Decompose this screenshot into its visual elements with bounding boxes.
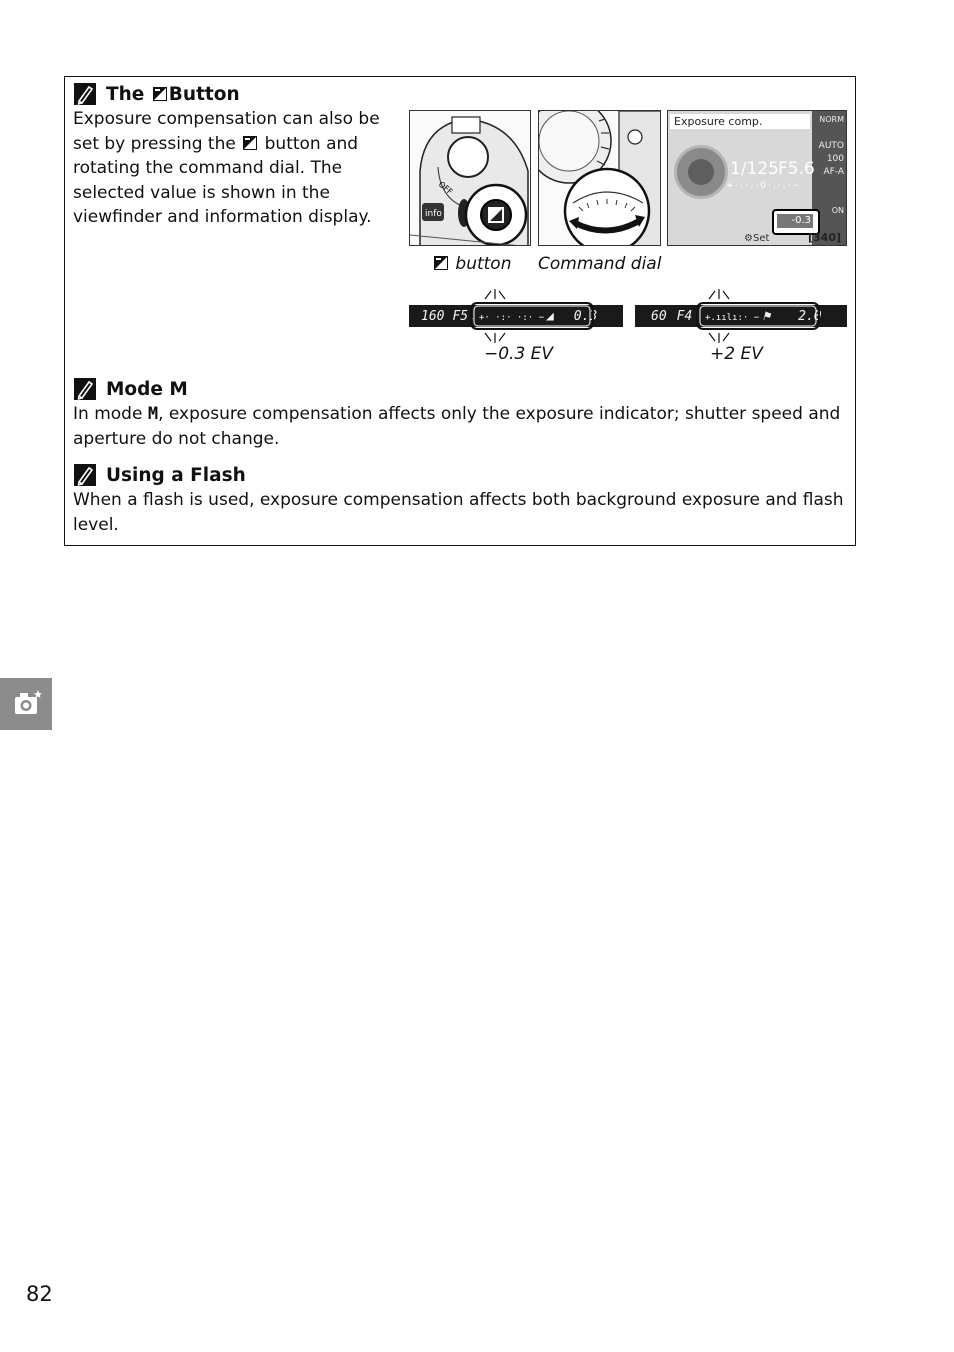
body-line: level. [73,514,119,535]
body-line: aperture do not change. [73,428,280,449]
caption-minus-ev: −0.3 EV [484,344,554,364]
svg-text:info: info [425,209,442,219]
body-line: When a flash is used, exposure compensation affects both background exposure and flash [73,490,844,510]
pencil-icon [74,378,96,400]
note-heading-mode-m [74,378,188,400]
note-box [64,76,856,546]
info-set-label: ⚙Set [744,233,770,244]
mode-dial-graphic [674,145,728,199]
svg-text:OFF: OFF [436,179,455,197]
info-aperture: F5.6 [778,159,815,179]
pencil-icon [74,464,96,486]
info-display-side-panel: NORM AUTO 100 AF-A ON [812,111,846,246]
svg-text:+· ·:· ·:· −: +· ·:· ·:· − [479,313,545,323]
body-line: selected value is shown in the [73,182,330,203]
info-display-header: Exposure comp. [670,114,810,129]
heading-text: The [106,83,145,105]
note-ev-button-body [73,107,403,230]
viewfinder-display-plus: 60 F4 ⚑ 2.0 [635,305,847,327]
command-dial-illustration [538,110,661,246]
chapter-tab[interactable] [0,678,52,730]
exposure-compensation-icon [243,136,257,150]
viewfinder-indicator-highlight-minus [469,289,595,343]
exposure-compensation-icon [153,87,167,101]
note-heading-ev-button [74,83,240,105]
heading-text: Button [168,83,240,105]
note-heading-using-flash [74,464,246,486]
caption-plus-ev: +2 EV [710,344,763,364]
viewfinder-indicator-highlight-plus [695,289,821,343]
svg-text:+.ıılı:· −: +.ıılı:· − [705,313,760,323]
caption-ev-button: button [432,254,511,274]
note-mode-m-body [73,402,849,451]
info-exposure-scale: +·:·:·0·:·:·− [726,181,803,191]
note-using-flash-body [73,488,849,537]
body-line: In mode M, exposure compensation affects only the exposure indicator; shutter speed and [73,404,841,424]
heading-text: Mode M [106,378,188,400]
info-shutter-speed: 1/125 [730,159,779,179]
body-line: viewfinder and information display. [73,207,372,227]
body-line: rotating the command dial. The [73,158,343,178]
pencil-icon [74,83,96,105]
page-number: 82 [26,1282,53,1306]
body-line: Exposure compensation can also be [73,109,380,129]
viewfinder-display-minus: 160 F5. ◢ 0.3 [409,305,623,327]
caption-command-dial: Command dial [538,254,662,274]
camera-ev-button-illustration [409,110,531,246]
info-ev-value-highlight: -0.3 [772,209,820,235]
info-frames-remaining: [340] [808,231,842,244]
heading-text: Using a Flash [106,464,246,486]
body-line: set by pressing the button and [73,133,359,154]
camera-tab-icon [0,678,52,730]
information-display-illustration [667,110,847,246]
exposure-compensation-icon [434,256,448,270]
